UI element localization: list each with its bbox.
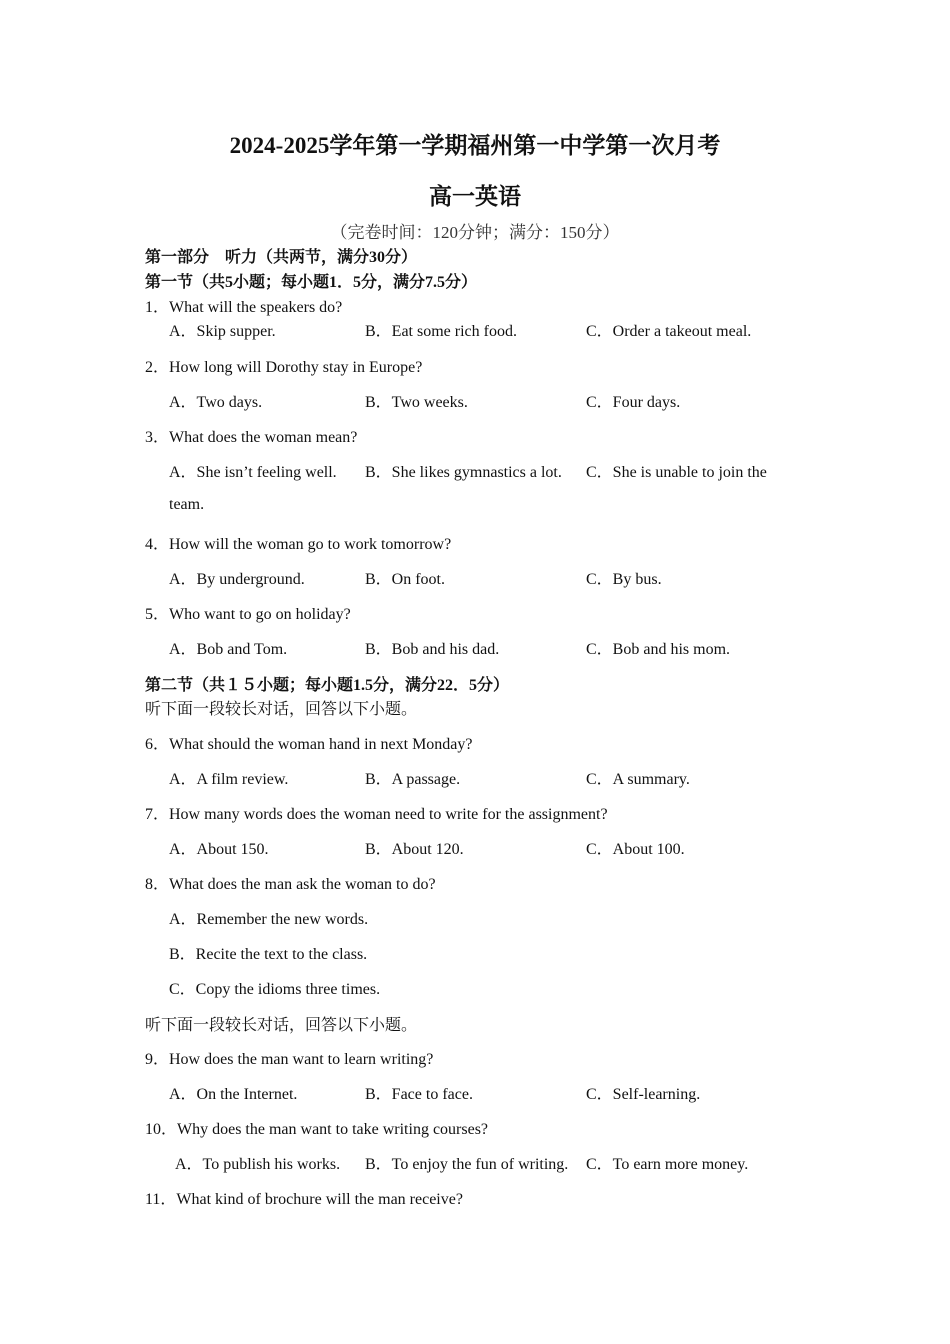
question-1: 1．What will the speakers do? — [145, 299, 343, 316]
q6-option-a: A．A film review. — [169, 771, 289, 788]
q9-option-b: B．Face to face. — [365, 1086, 473, 1103]
q6-option-c: C．A summary. — [586, 771, 690, 788]
q7-option-c: C．About 100. — [586, 841, 685, 858]
section1-header: 第一节（共5小题；每小题1．5分，满分7.5分） — [145, 274, 478, 291]
q5-option-c: C．Bob and his mom. — [586, 641, 731, 658]
question-7: 7．How many words does the woman need to write for the assignment? — [145, 806, 608, 823]
subject-title: 高一英语 — [429, 184, 521, 209]
question-8: 8．What does the man ask the woman to do? — [145, 876, 436, 893]
q9-option-c: C．Self-learning. — [586, 1086, 701, 1103]
q5-option-b: B．Bob and his dad. — [365, 641, 500, 658]
question-5: 5．Who want to go on holiday? — [145, 606, 351, 623]
q10-option-b: B．To enjoy the fun of writing. — [365, 1156, 569, 1173]
q8-option-b: B．Recite the text to the class. — [169, 946, 368, 963]
section2-header: 第二节（共１５小题；每小题1.5分，满分22．5分） — [145, 677, 510, 694]
exam-title: 2024-2025学年第一学期福州第一中学第一次月考 — [229, 133, 721, 158]
q5-option-a: A．Bob and Tom. — [169, 641, 288, 658]
q4-option-b: B．On foot. — [365, 571, 446, 588]
q4-option-a: A．By underground. — [169, 571, 305, 588]
question-4: 4．How will the woman go to work tomorrow? — [145, 536, 452, 553]
q1-option-a: A．Skip supper. — [169, 323, 276, 340]
q3-option-c-continued: team. — [169, 496, 205, 513]
part1-header: 第一部分 听力（共两节，满分30分） — [145, 249, 418, 266]
dialogue-note-2: 听下面一段较长对话，回答以下小题。 — [145, 1017, 418, 1034]
q1-option-b: B．Eat some rich food. — [365, 323, 517, 340]
q8-option-a: A．Remember the new words. — [169, 911, 369, 928]
q10-option-a: A．To publish his works. — [175, 1156, 341, 1173]
q10-option-c: C．To earn more money. — [586, 1156, 749, 1173]
question-6: 6．What should the woman hand in next Monday? — [145, 736, 473, 753]
q3-option-b: B．She likes gymnastics a lot. — [365, 464, 562, 481]
q7-option-b: B．About 120. — [365, 841, 464, 858]
q7-option-a: A．About 150. — [169, 841, 269, 858]
q6-option-b: B．A passage. — [365, 771, 461, 788]
exam-info: （完卷时间：120分钟；满分：150分） — [330, 223, 620, 242]
q3-option-a: A．She isn’t feeling well. — [169, 464, 337, 481]
q2-option-a: A．Two days. — [169, 394, 263, 411]
question-10: 10．Why does the man want to take writing courses? — [145, 1121, 489, 1138]
question-9: 9．How does the man want to learn writing? — [145, 1051, 434, 1068]
q2-option-c: C．Four days. — [586, 394, 681, 411]
q2-option-b: B．Two weeks. — [365, 394, 468, 411]
question-3: 3．What does the woman mean? — [145, 429, 358, 446]
q1-option-c: C．Order a takeout meal. — [586, 323, 752, 340]
question-2: 2．How long will Dorothy stay in Europe? — [145, 359, 423, 376]
q8-option-c: C．Copy the idioms three times. — [169, 981, 381, 998]
question-11: 11．What kind of brochure will the man receive? — [145, 1191, 463, 1208]
q9-option-a: A．On the Internet. — [169, 1086, 298, 1103]
q3-option-c: C．She is unable to join the — [586, 464, 767, 481]
q4-option-c: C．By bus. — [586, 571, 662, 588]
dialogue-note-1: 听下面一段较长对话，回答以下小题。 — [145, 701, 418, 718]
